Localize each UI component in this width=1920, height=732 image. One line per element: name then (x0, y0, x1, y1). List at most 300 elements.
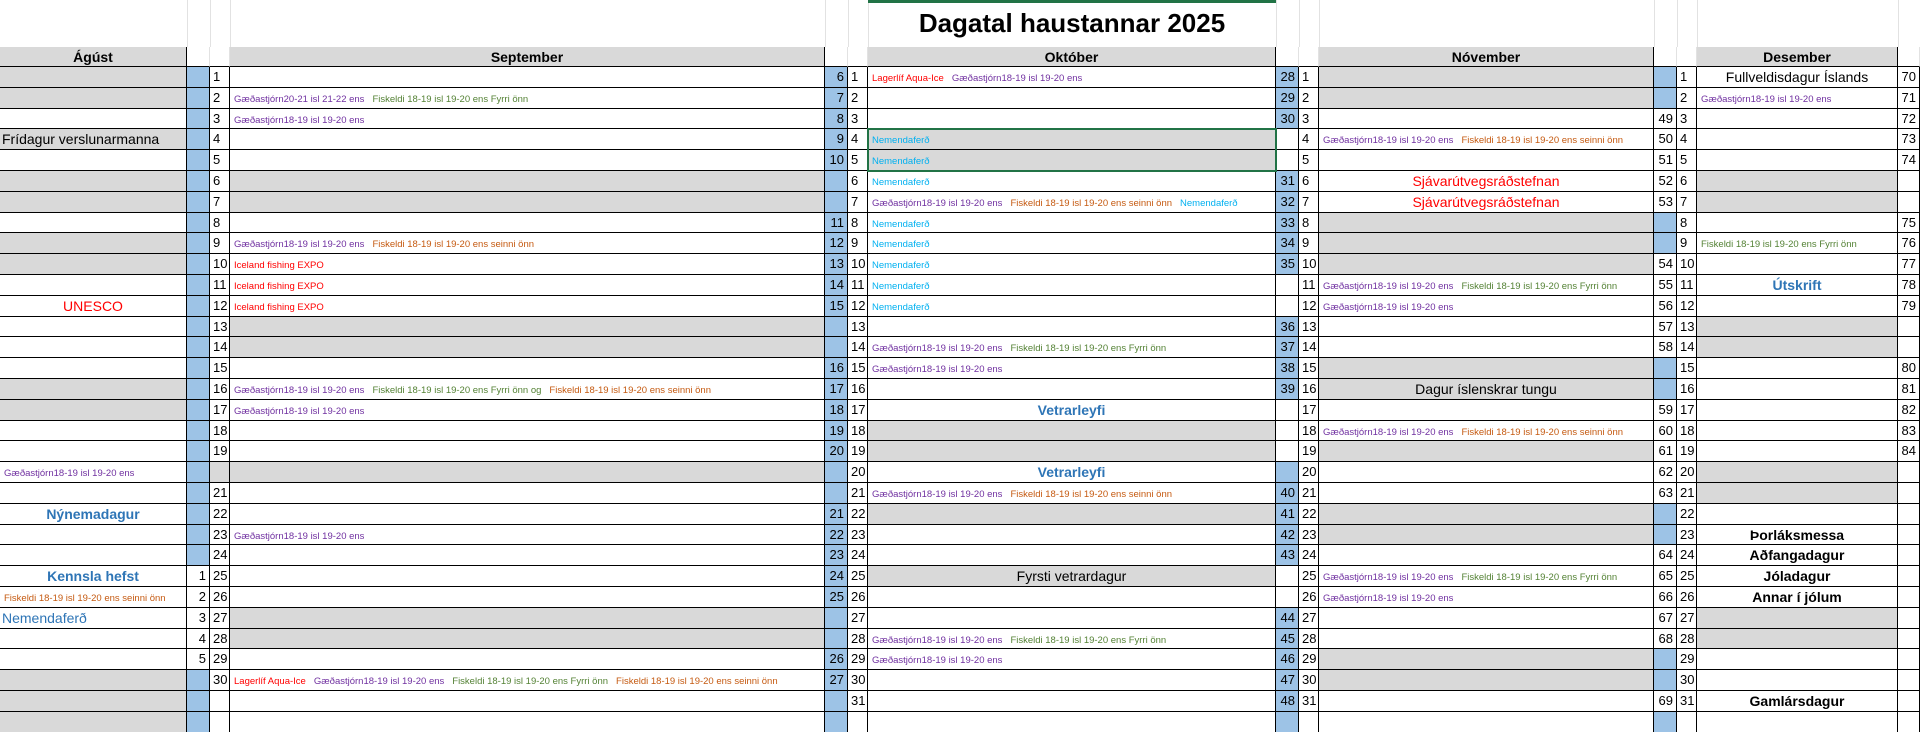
week-number-cell[interactable] (1898, 691, 1920, 712)
week-number-cell[interactable] (1898, 483, 1920, 504)
day-number-cell[interactable] (848, 192, 868, 213)
week-number-cell[interactable] (1654, 213, 1677, 233)
day-number-cell[interactable] (210, 691, 230, 712)
day-number-cell[interactable] (1299, 129, 1319, 150)
partial-row-cell[interactable] (848, 712, 868, 732)
event-cell[interactable] (1697, 317, 1898, 337)
event-cell[interactable] (1697, 649, 1898, 670)
week-number-cell[interactable] (1276, 88, 1299, 109)
day-number-cell[interactable] (1677, 462, 1697, 483)
week-number-cell[interactable] (825, 504, 848, 525)
week-number-cell[interactable] (1654, 275, 1677, 296)
partial-row-cell[interactable] (1677, 712, 1697, 732)
day-number-cell[interactable] (210, 275, 230, 296)
event-cell[interactable] (0, 337, 187, 358)
day-number-cell[interactable] (1299, 358, 1319, 379)
day-number-cell[interactable] (1677, 483, 1697, 504)
week-number-cell[interactable] (1898, 462, 1920, 483)
event-cell[interactable] (1319, 545, 1654, 566)
week-number-cell[interactable] (1654, 233, 1677, 254)
week-number-cell[interactable] (825, 441, 848, 462)
day-number-cell[interactable] (210, 587, 230, 608)
week-number-cell[interactable] (1898, 608, 1920, 629)
event-cell[interactable] (868, 275, 1276, 296)
week-number-cell[interactable] (187, 566, 210, 587)
event-cell[interactable] (868, 67, 1276, 88)
event-cell[interactable] (1319, 608, 1654, 629)
page-title[interactable]: Dagatal haustannar 2025 (918, 8, 1226, 38)
day-number-cell[interactable] (1299, 608, 1319, 629)
event-cell[interactable] (0, 441, 187, 462)
week-number-cell[interactable] (1898, 171, 1920, 192)
event-cell[interactable] (1697, 462, 1898, 483)
event-cell[interactable] (1319, 109, 1654, 129)
week-number-cell[interactable] (1898, 587, 1920, 608)
event-cell[interactable] (230, 629, 825, 649)
week-number-cell[interactable] (1898, 275, 1920, 296)
event-cell[interactable] (230, 587, 825, 608)
event-cell[interactable] (230, 109, 825, 129)
event-cell[interactable] (868, 171, 1276, 192)
day-number-cell[interactable] (1677, 192, 1697, 213)
day-number-cell[interactable] (1299, 462, 1319, 483)
day-number-cell[interactable] (848, 441, 868, 462)
week-number-cell[interactable] (1654, 421, 1677, 441)
event-cell[interactable] (1319, 317, 1654, 337)
event-cell[interactable] (0, 379, 187, 400)
day-number-cell[interactable] (1299, 296, 1319, 317)
week-number-cell[interactable] (825, 317, 848, 337)
day-number-cell[interactable] (848, 629, 868, 649)
event-cell[interactable] (230, 462, 825, 483)
event-cell[interactable] (1697, 483, 1898, 504)
event-cell[interactable] (1319, 67, 1654, 88)
event-cell[interactable] (0, 88, 187, 109)
month-header-1[interactable]: Ágúst (0, 47, 187, 67)
week-number-cell[interactable] (187, 88, 210, 109)
day-number-cell[interactable] (1677, 358, 1697, 379)
week-number-cell[interactable] (825, 213, 848, 233)
week-number-cell[interactable] (825, 587, 848, 608)
event-cell[interactable] (868, 88, 1276, 109)
day-number-cell[interactable] (1299, 192, 1319, 213)
day-number-cell[interactable] (1677, 670, 1697, 691)
partial-row-cell[interactable] (0, 712, 187, 732)
day-number-cell[interactable] (210, 129, 230, 150)
day-number-cell[interactable] (1299, 88, 1319, 109)
day-number-cell[interactable] (848, 691, 868, 712)
week-number-cell[interactable] (1898, 233, 1920, 254)
week-number-cell[interactable] (825, 545, 848, 566)
day-number-cell[interactable] (1677, 379, 1697, 400)
month-header-2[interactable]: September (230, 47, 825, 67)
day-number-cell[interactable] (1677, 317, 1697, 337)
month-header-4[interactable]: Nóvember (1319, 47, 1654, 67)
event-cell[interactable] (868, 566, 1276, 587)
week-number-cell[interactable] (1654, 337, 1677, 358)
event-cell[interactable] (1319, 296, 1654, 317)
week-number-cell[interactable] (187, 400, 210, 421)
week-number-cell[interactable] (187, 670, 210, 691)
event-cell[interactable] (230, 545, 825, 566)
day-number-cell[interactable] (848, 566, 868, 587)
week-number-cell[interactable] (187, 150, 210, 171)
event-cell[interactable] (868, 254, 1276, 275)
event-cell[interactable] (1319, 254, 1654, 275)
header-spacer-cell[interactable] (848, 47, 868, 67)
event-cell[interactable] (1697, 275, 1898, 296)
event-cell[interactable] (868, 545, 1276, 566)
event-cell[interactable] (1319, 462, 1654, 483)
day-number-cell[interactable] (1299, 421, 1319, 441)
day-number-cell[interactable] (1677, 504, 1697, 525)
week-number-cell[interactable] (1276, 462, 1299, 483)
event-cell[interactable] (0, 691, 187, 712)
week-number-cell[interactable] (187, 296, 210, 317)
day-number-cell[interactable] (1677, 296, 1697, 317)
week-number-cell[interactable] (825, 192, 848, 213)
day-number-cell[interactable] (848, 670, 868, 691)
event-cell[interactable] (1319, 400, 1654, 421)
event-cell[interactable] (1319, 192, 1654, 213)
event-cell[interactable] (0, 296, 187, 317)
day-number-cell[interactable] (210, 525, 230, 545)
event-cell[interactable] (1697, 691, 1898, 712)
event-cell[interactable] (1697, 587, 1898, 608)
partial-row-cell[interactable] (825, 712, 848, 732)
day-number-cell[interactable] (1299, 233, 1319, 254)
day-number-cell[interactable] (210, 545, 230, 566)
event-cell[interactable] (868, 525, 1276, 545)
week-number-cell[interactable] (1276, 109, 1299, 129)
day-number-cell[interactable] (1299, 213, 1319, 233)
week-number-cell[interactable] (187, 109, 210, 129)
week-number-cell[interactable] (1898, 504, 1920, 525)
event-cell[interactable] (868, 296, 1276, 317)
day-number-cell[interactable] (210, 670, 230, 691)
event-cell[interactable] (230, 608, 825, 629)
event-cell[interactable] (1697, 88, 1898, 109)
day-number-cell[interactable] (848, 171, 868, 192)
day-number-cell[interactable] (1677, 421, 1697, 441)
week-number-cell[interactable] (1898, 67, 1920, 88)
week-number-cell[interactable] (1654, 670, 1677, 691)
event-cell[interactable] (1319, 441, 1654, 462)
day-number-cell[interactable] (210, 150, 230, 171)
event-cell[interactable] (0, 608, 187, 629)
event-cell[interactable] (1697, 358, 1898, 379)
partial-row-cell[interactable] (187, 712, 210, 732)
day-number-cell[interactable] (848, 587, 868, 608)
day-number-cell[interactable] (210, 608, 230, 629)
event-cell[interactable] (230, 400, 825, 421)
header-spacer-cell[interactable] (1276, 47, 1299, 67)
week-number-cell[interactable] (825, 462, 848, 483)
event-cell[interactable] (230, 483, 825, 504)
header-spacer-cell[interactable] (210, 47, 230, 67)
week-number-cell[interactable] (1898, 109, 1920, 129)
week-number-cell[interactable] (187, 504, 210, 525)
event-cell[interactable] (868, 400, 1276, 421)
week-number-cell[interactable] (825, 171, 848, 192)
day-number-cell[interactable] (210, 504, 230, 525)
week-number-cell[interactable] (825, 379, 848, 400)
day-number-cell[interactable] (848, 421, 868, 441)
event-cell[interactable] (0, 421, 187, 441)
week-number-cell[interactable] (1276, 483, 1299, 504)
event-cell[interactable] (1319, 88, 1654, 109)
day-number-cell[interactable] (210, 649, 230, 670)
day-number-cell[interactable] (1677, 608, 1697, 629)
week-number-cell[interactable] (825, 649, 848, 670)
day-number-cell[interactable] (1677, 233, 1697, 254)
day-number-cell[interactable] (210, 67, 230, 88)
week-number-cell[interactable] (1276, 358, 1299, 379)
week-number-cell[interactable] (825, 275, 848, 296)
day-number-cell[interactable] (1299, 566, 1319, 587)
day-number-cell[interactable] (1677, 171, 1697, 192)
week-number-cell[interactable] (1276, 233, 1299, 254)
week-number-cell[interactable] (1654, 608, 1677, 629)
event-cell[interactable] (1697, 129, 1898, 150)
event-cell[interactable] (1697, 171, 1898, 192)
day-number-cell[interactable] (210, 400, 230, 421)
week-number-cell[interactable] (1654, 67, 1677, 88)
week-number-cell[interactable] (1654, 629, 1677, 649)
event-cell[interactable] (1697, 504, 1898, 525)
event-cell[interactable] (230, 275, 825, 296)
week-number-cell[interactable] (1654, 296, 1677, 317)
header-spacer-cell[interactable] (1299, 47, 1319, 67)
week-number-cell[interactable] (1898, 670, 1920, 691)
event-cell[interactable] (1697, 441, 1898, 462)
day-number-cell[interactable] (848, 525, 868, 545)
day-number-cell[interactable] (210, 379, 230, 400)
week-number-cell[interactable] (1898, 525, 1920, 545)
partial-row-cell[interactable] (230, 712, 825, 732)
day-number-cell[interactable] (1299, 483, 1319, 504)
week-number-cell[interactable] (1654, 400, 1677, 421)
day-number-cell[interactable] (1299, 254, 1319, 275)
week-number-cell[interactable] (1898, 129, 1920, 150)
day-number-cell[interactable] (1299, 109, 1319, 129)
event-cell[interactable] (230, 213, 825, 233)
week-number-cell[interactable] (825, 566, 848, 587)
week-number-cell[interactable] (187, 171, 210, 192)
day-number-cell[interactable] (1677, 566, 1697, 587)
event-cell[interactable] (1697, 192, 1898, 213)
partial-row-cell[interactable] (210, 712, 230, 732)
week-number-cell[interactable] (825, 608, 848, 629)
event-cell[interactable] (868, 462, 1276, 483)
day-number-cell[interactable] (1299, 504, 1319, 525)
week-number-cell[interactable] (187, 629, 210, 649)
event-cell[interactable] (230, 192, 825, 213)
event-cell[interactable] (868, 150, 1276, 171)
week-number-cell[interactable] (187, 233, 210, 254)
week-number-cell[interactable] (187, 129, 210, 150)
day-number-cell[interactable] (1677, 129, 1697, 150)
day-number-cell[interactable] (1677, 213, 1697, 233)
day-number-cell[interactable] (1677, 691, 1697, 712)
event-cell[interactable] (1697, 337, 1898, 358)
day-number-cell[interactable] (848, 358, 868, 379)
day-number-cell[interactable] (210, 296, 230, 317)
event-cell[interactable] (1319, 150, 1654, 171)
partial-row-cell[interactable] (1697, 712, 1898, 732)
day-number-cell[interactable] (848, 275, 868, 296)
event-cell[interactable] (868, 629, 1276, 649)
event-cell[interactable] (1319, 358, 1654, 379)
event-cell[interactable] (0, 213, 187, 233)
week-number-cell[interactable] (825, 421, 848, 441)
day-number-cell[interactable] (1299, 525, 1319, 545)
day-number-cell[interactable] (1299, 337, 1319, 358)
day-number-cell[interactable] (1299, 629, 1319, 649)
week-number-cell[interactable] (1898, 254, 1920, 275)
event-cell[interactable] (1319, 233, 1654, 254)
day-number-cell[interactable] (848, 504, 868, 525)
event-cell[interactable] (1697, 150, 1898, 171)
week-number-cell[interactable] (187, 421, 210, 441)
week-number-cell[interactable] (825, 358, 848, 379)
event-cell[interactable] (1319, 670, 1654, 691)
week-number-cell[interactable] (187, 192, 210, 213)
week-number-cell[interactable] (1276, 691, 1299, 712)
day-number-cell[interactable] (210, 337, 230, 358)
day-number-cell[interactable] (210, 233, 230, 254)
event-cell[interactable] (230, 566, 825, 587)
day-number-cell[interactable] (1677, 275, 1697, 296)
week-number-cell[interactable] (1898, 88, 1920, 109)
event-cell[interactable] (0, 566, 187, 587)
day-number-cell[interactable] (1299, 670, 1319, 691)
week-number-cell[interactable] (825, 233, 848, 254)
day-number-cell[interactable] (848, 608, 868, 629)
week-number-cell[interactable] (1654, 254, 1677, 275)
partial-row-cell[interactable] (868, 712, 1276, 732)
week-number-cell[interactable] (1898, 213, 1920, 233)
event-cell[interactable] (230, 67, 825, 88)
week-number-cell[interactable] (1276, 545, 1299, 566)
day-number-cell[interactable] (1299, 545, 1319, 566)
week-number-cell[interactable] (1654, 504, 1677, 525)
day-number-cell[interactable] (848, 296, 868, 317)
day-number-cell[interactable] (1299, 317, 1319, 337)
event-cell[interactable] (1319, 691, 1654, 712)
event-cell[interactable] (0, 483, 187, 504)
event-cell[interactable] (1697, 213, 1898, 233)
event-cell[interactable] (868, 587, 1276, 608)
event-cell[interactable] (1697, 67, 1898, 88)
partial-row-cell[interactable] (1276, 712, 1299, 732)
event-cell[interactable] (1697, 109, 1898, 129)
week-number-cell[interactable] (1276, 337, 1299, 358)
day-number-cell[interactable] (1677, 587, 1697, 608)
week-number-cell[interactable] (1276, 649, 1299, 670)
day-number-cell[interactable] (848, 254, 868, 275)
month-header-5[interactable]: Desember (1697, 47, 1898, 67)
day-number-cell[interactable] (848, 213, 868, 233)
week-number-cell[interactable] (187, 608, 210, 629)
week-number-cell[interactable] (1654, 649, 1677, 670)
event-cell[interactable] (0, 192, 187, 213)
header-spacer-cell[interactable] (1654, 47, 1677, 67)
event-cell[interactable] (230, 649, 825, 670)
week-number-cell[interactable] (187, 545, 210, 566)
week-number-cell[interactable] (825, 337, 848, 358)
event-cell[interactable] (230, 525, 825, 545)
event-cell[interactable] (868, 129, 1276, 150)
week-number-cell[interactable] (1276, 441, 1299, 462)
day-number-cell[interactable] (210, 462, 230, 483)
event-cell[interactable] (1697, 566, 1898, 587)
week-number-cell[interactable] (1898, 317, 1920, 337)
week-number-cell[interactable] (1276, 254, 1299, 275)
week-number-cell[interactable] (1898, 379, 1920, 400)
event-cell[interactable] (868, 504, 1276, 525)
week-number-cell[interactable] (187, 67, 210, 88)
event-cell[interactable] (868, 608, 1276, 629)
week-number-cell[interactable] (1276, 296, 1299, 317)
day-number-cell[interactable] (848, 462, 868, 483)
week-number-cell[interactable] (1898, 421, 1920, 441)
event-cell[interactable] (1319, 649, 1654, 670)
event-cell[interactable] (868, 358, 1276, 379)
week-number-cell[interactable] (825, 629, 848, 649)
event-cell[interactable] (230, 358, 825, 379)
day-number-cell[interactable] (848, 337, 868, 358)
event-cell[interactable] (1319, 275, 1654, 296)
event-cell[interactable] (1697, 608, 1898, 629)
event-cell[interactable] (230, 379, 825, 400)
day-number-cell[interactable] (1677, 254, 1697, 275)
week-number-cell[interactable] (1654, 545, 1677, 566)
week-number-cell[interactable] (1276, 213, 1299, 233)
event-cell[interactable] (868, 649, 1276, 670)
event-cell[interactable] (1319, 504, 1654, 525)
event-cell[interactable] (1319, 379, 1654, 400)
event-cell[interactable] (0, 317, 187, 337)
event-cell[interactable] (1319, 337, 1654, 358)
week-number-cell[interactable] (1654, 441, 1677, 462)
event-cell[interactable] (1697, 421, 1898, 441)
event-cell[interactable] (868, 379, 1276, 400)
week-number-cell[interactable] (1276, 129, 1299, 150)
day-number-cell[interactable] (1299, 691, 1319, 712)
week-number-cell[interactable] (825, 525, 848, 545)
event-cell[interactable] (1697, 670, 1898, 691)
event-cell[interactable] (1697, 233, 1898, 254)
day-number-cell[interactable] (848, 649, 868, 670)
header-spacer-cell[interactable] (187, 47, 210, 67)
day-number-cell[interactable] (1677, 649, 1697, 670)
event-cell[interactable] (230, 421, 825, 441)
event-cell[interactable] (0, 670, 187, 691)
event-cell[interactable] (0, 504, 187, 525)
week-number-cell[interactable] (1654, 525, 1677, 545)
week-number-cell[interactable] (1276, 150, 1299, 171)
event-cell[interactable] (868, 670, 1276, 691)
event-cell[interactable] (0, 358, 187, 379)
week-number-cell[interactable] (1654, 587, 1677, 608)
event-cell[interactable] (868, 213, 1276, 233)
day-number-cell[interactable] (1677, 629, 1697, 649)
week-number-cell[interactable] (1654, 379, 1677, 400)
week-number-cell[interactable] (1654, 192, 1677, 213)
event-cell[interactable] (0, 275, 187, 296)
week-number-cell[interactable] (187, 587, 210, 608)
